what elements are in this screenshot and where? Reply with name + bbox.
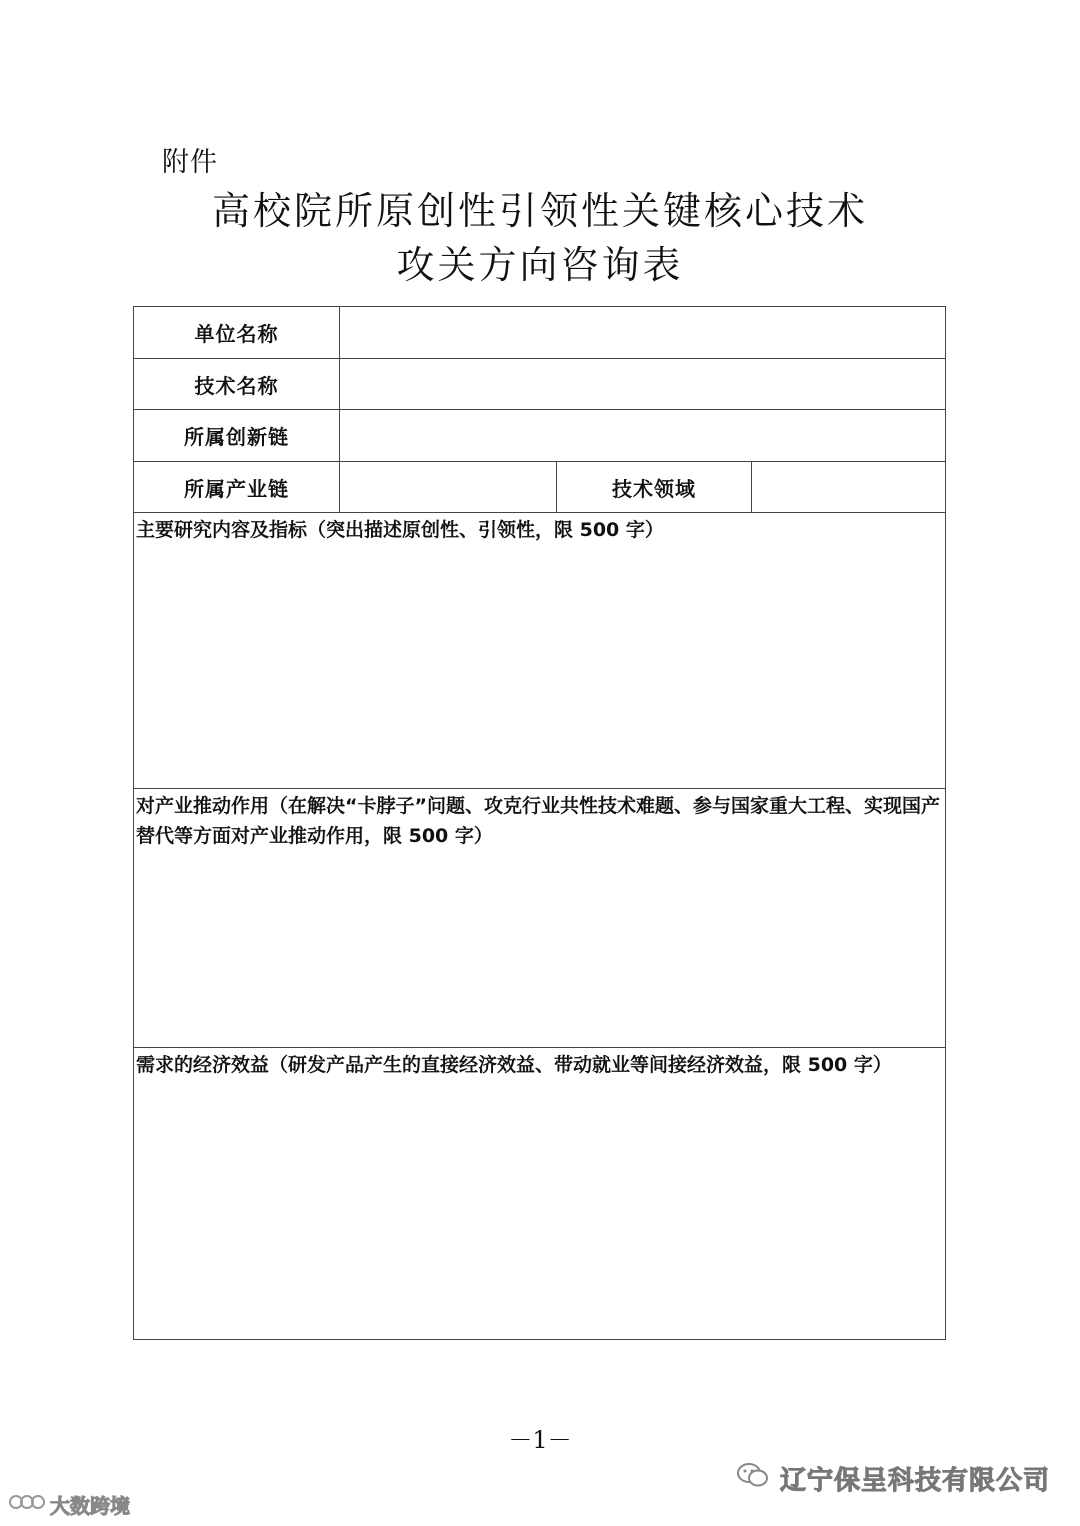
row-tech-name	[134, 359, 945, 410]
tech-name-label: 技术名称	[134, 359, 340, 409]
attachment-label: 附件	[162, 147, 218, 178]
watermark-left	[8, 1490, 130, 1519]
row-unit-name	[134, 307, 945, 359]
industry-chain-field[interactable]	[340, 462, 557, 512]
row-economic-benefit[interactable]	[134, 1048, 945, 1339]
industry-chain-label: 所属产业链	[134, 462, 340, 512]
unit-name-label: 单位名称	[134, 307, 340, 358]
watermark-logo-icon	[8, 1491, 46, 1518]
row-research-content[interactable]	[134, 513, 945, 789]
tech-field-label: 技术领域	[557, 462, 752, 512]
watermark-right-text: 辽宁保呈科技有限公司	[779, 1466, 1050, 1496]
tech-field-field[interactable]	[752, 462, 945, 512]
row-innovation-chain	[134, 410, 945, 462]
unit-name-field[interactable]	[340, 307, 945, 358]
row-industry-chain	[134, 462, 945, 513]
watermark-right	[736, 1460, 1050, 1497]
industry-impact-label: 对产业推动作用（在解决“卡脖子”问题、攻克行业共性技术难题、参与国家重大工程、实现国产替代等方面对产业推动作用，限 500 字）	[136, 795, 940, 847]
economic-benefit-label: 需求的经济效益（研发产品产生的直接经济效益、带动就业等间接经济效益，限 500 字）	[136, 1054, 892, 1076]
watermark-left-text: 大数跨境	[50, 1494, 130, 1518]
page-number: －1－	[508, 1426, 572, 1454]
innovation-chain-label: 所属创新链	[134, 410, 340, 461]
wechat-icon	[736, 1461, 770, 1496]
row-industry-impact[interactable]	[134, 789, 945, 1048]
document-title-line1: 高校院所原创性引领性关键核心技术	[211, 189, 868, 233]
research-content-label: 主要研究内容及指标（突出描述原创性、引领性，限 500 字）	[136, 519, 664, 541]
consultation-form	[133, 306, 946, 1340]
innovation-chain-field[interactable]	[340, 410, 945, 461]
document-title-line2: 攻关方向咨询表	[396, 243, 684, 287]
tech-name-field[interactable]	[340, 359, 945, 409]
